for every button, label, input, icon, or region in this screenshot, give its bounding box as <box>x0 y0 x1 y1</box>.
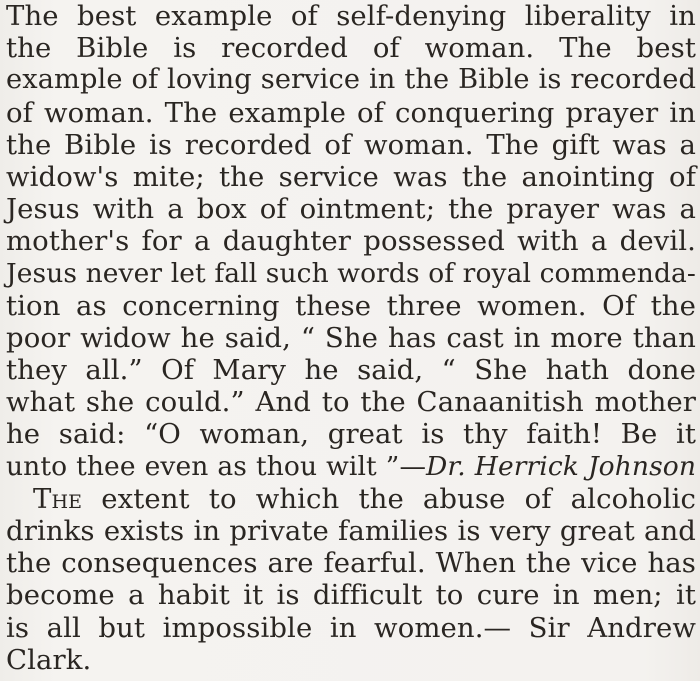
lead-word: The <box>33 482 83 515</box>
paragraph-alcohol <box>6 483 696 676</box>
quote-ending: unto thee even as thou wilt ”— <box>6 450 427 482</box>
text-column <box>6 0 696 676</box>
text-line: tion as concerning these three women. Of the <box>6 289 696 322</box>
text-line: of woman. The example of conquering prayer in <box>6 96 696 129</box>
author-attribution: Dr. Herrick Johnson <box>426 450 696 482</box>
text-line: what she could.” And to the Canaanitish mother <box>6 386 696 419</box>
text-line: is all but impossible in women.— Sir Andrew <box>6 611 696 644</box>
text-line: mother's for a daughter possessed with a devil. <box>6 225 696 258</box>
text-line: drinks exists in private families is very great and <box>6 515 696 547</box>
text-line: they all.” Of Mary he said, “ She hath done <box>6 354 696 387</box>
text-line: Jesus with a box of ointment; the prayer was a <box>6 193 696 226</box>
attribution-line <box>6 451 696 483</box>
text-line: the Bible is recorded of woman. The gift was a <box>6 128 696 161</box>
text-line: the Bible is recorded of woman. The best <box>6 32 696 65</box>
text-line: example of loving service in the Bible is recorded <box>6 64 696 96</box>
text-line <box>6 483 696 515</box>
paragraph-women-of-bible <box>6 0 696 483</box>
text-line: widow's mite; the service was the anointing of <box>6 160 696 193</box>
text-line: Jesus never let fall such words of royal commenda- <box>6 257 696 289</box>
text-line: the consequences are fearful. When the vice has <box>6 547 696 580</box>
first-line-text: extent to which the abuse of alcoholic <box>82 482 696 515</box>
text-line: The best example of self-denying liberality in <box>6 0 696 32</box>
text-line: Clark. <box>6 643 92 676</box>
text-line: he said: “O woman, great is thy faith! Be it <box>6 418 696 451</box>
text-line: poor widow he said, “ She has cast in more than <box>6 321 696 354</box>
text-line: become a habit it is difficult to cure in men; it <box>6 579 696 612</box>
